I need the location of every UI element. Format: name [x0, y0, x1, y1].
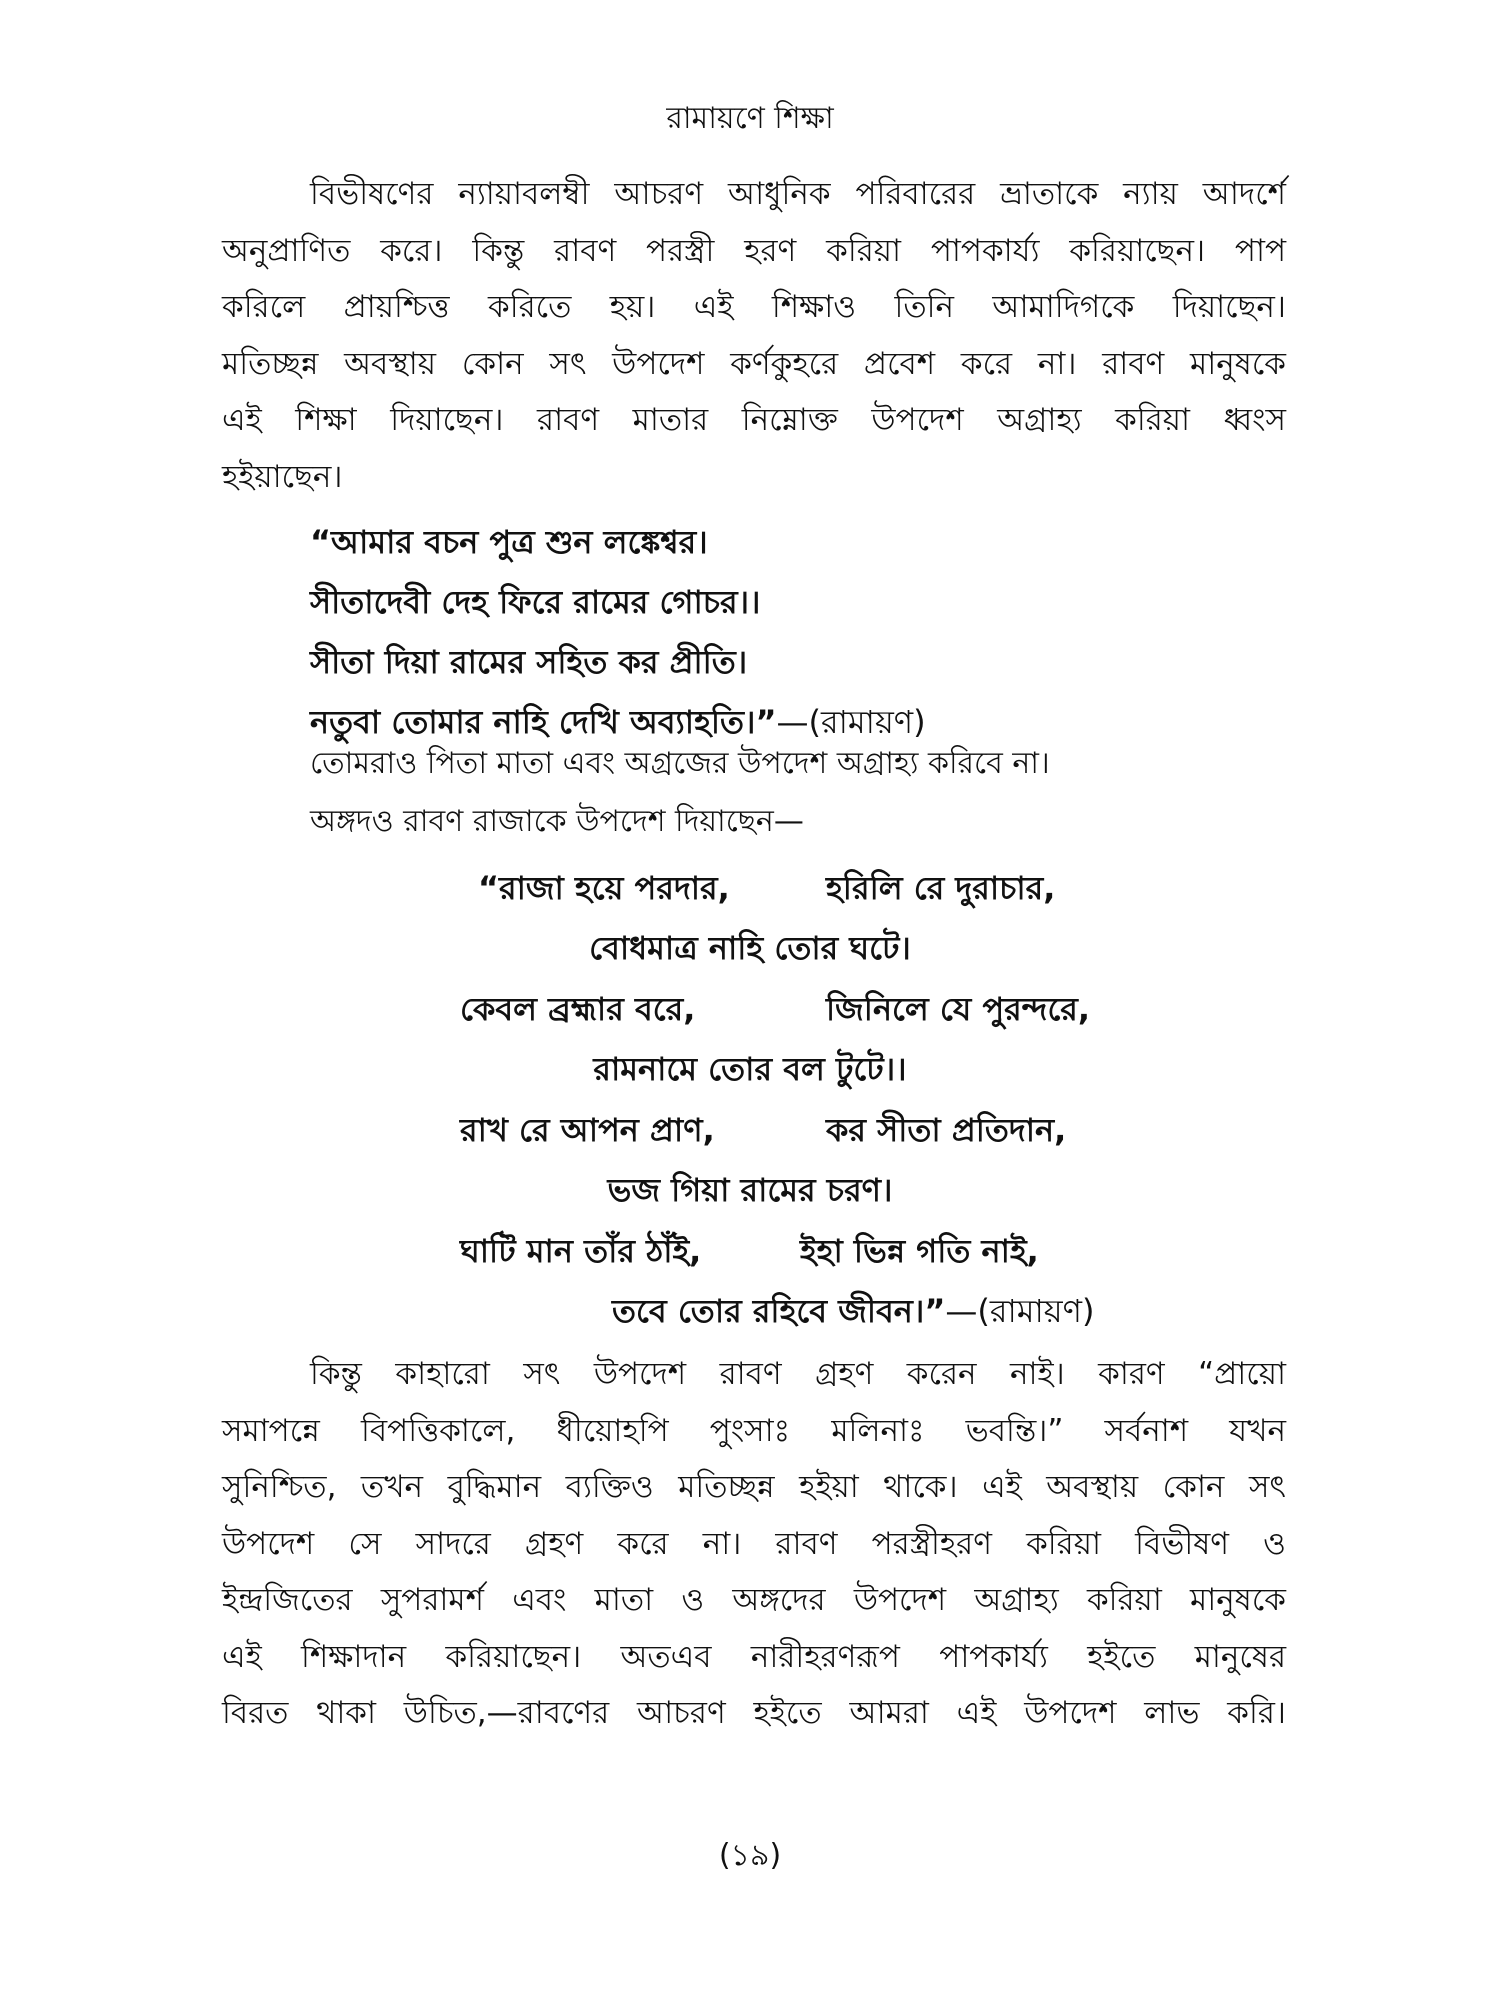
paragraph-2-line: সমাপন্নে বিপত্তিকালে, ধীয়োহপি পুংসাঃ মলিনাঃ ভবন্তি।” সর্বনাশ যখন	[222, 1412, 1286, 1449]
paragraph-1-line: মতিচ্ছন্ন অবস্থায় কোন সৎ উপদেশ কর্ণকুহরে প্রবেশ করে না। রাবণ মানুষকে	[222, 345, 1286, 382]
verse-half-line-right: কর সীতা প্রতিদান,	[826, 1111, 1067, 1149]
verse-stanza	[0, 979, 1500, 1100]
paragraph-2-line: কিন্তু কাহারো সৎ উপদেশ রাবণ গ্রহণ করেন নাই। কারণ “প্রায়ো	[310, 1356, 1286, 1392]
verse-citation: —(রামায়ণ)	[945, 1292, 1095, 1330]
paragraph-1-line: এই শিক্ষা দিয়াছেন। রাবণ মাতার নিম্নোক্ত উপদেশ অগ্রাহ্য করিয়া ধ্বংস	[222, 402, 1286, 438]
running-head: রামায়ণে শিক্ষা	[666, 101, 834, 136]
verse-block-2	[0, 858, 1500, 1342]
verse-stanza	[0, 1221, 1500, 1342]
paragraph-1-line: করিলে প্রায়শ্চিত্ত করিতে হয়। এই শিক্ষাও তিনি আমাদিগকে দিয়াছেন।	[222, 289, 1286, 325]
verse-line-text: নতুবা তোমার নাহি দেখি অব্যাহতি।”	[310, 703, 777, 741]
verse-line: সীতাদেবী দেহ ফিরে রামের গোচর।।	[310, 583, 761, 621]
verse-half-line-left: “রাজা হয়ে পরদার,	[478, 869, 730, 907]
prose-line: অঙ্গদও রাবণ রাজাকে উপদেশ দিয়াছেন—	[310, 804, 804, 839]
verse-refrain-text: তবে তোর রহিবে জীবন।”	[612, 1292, 946, 1330]
verse-half-line-left: কেবল ব্রহ্মার বরে,	[460, 990, 696, 1028]
verse-refrain-line	[612, 1281, 1095, 1342]
page-number: (১৯)	[718, 1838, 782, 1873]
paragraph-2	[222, 1346, 1286, 1742]
verse-refrain-line: রামনামে তোর বল টুটে।।	[593, 1050, 907, 1088]
verse-stanza	[0, 1100, 1500, 1221]
paragraph-1-line: হইয়াছেন।	[222, 458, 343, 495]
paragraph-2-line: এই শিক্ষাদান করিয়াছেন। অতএব নারীহরণরূপ পাপকার্য্য হইতে মানুষের	[222, 1638, 1286, 1675]
paragraph-2-line: সুনিশ্চিত, তখন বুদ্ধিমান ব্যক্তিও মতিচ্ছন্ন হইয়া থাকে। এই অবস্থায় কোন সৎ	[222, 1469, 1286, 1505]
paragraph-2-line: ইন্দ্রজিতের সুপরামর্শ এবং মাতা ও অঙ্গদের উপদেশ অগ্রাহ্য করিয়া মানুষকে	[222, 1582, 1286, 1618]
verse-line: “আমার বচন পুত্র শুন লঙ্কেশ্বর।	[310, 523, 708, 561]
verse-half-line-left: ঘাটি মান তাঁর ঠাঁই,	[460, 1232, 702, 1270]
verse-half-line-left: রাখ রে আপন প্রাণ,	[460, 1111, 715, 1149]
paragraph-1	[222, 166, 1286, 505]
verse-half-line-right: হরিলি রে দুরাচার,	[826, 869, 1056, 907]
verse-refrain-line: ভজ গিয়া রামের চরণ।	[607, 1171, 893, 1209]
prose-line: তোমরাও পিতা মাতা এবং অগ্রজের উপদেশ অগ্রাহ্য করিবে না।	[310, 746, 1050, 781]
paragraph-2-line: বিরত থাকা উচিত,—রাবণের আচরণ হইতে আমরা এই উপদেশ লাভ করি।	[222, 1695, 1286, 1731]
paragraph-2-line: উপদেশ সে সাদরে গ্রহণ করে না। রাবণ পরস্ত্রীহরণ করিয়া বিভীষণ ও	[222, 1525, 1286, 1562]
verse-stanza	[0, 858, 1500, 979]
paragraph-1-line: বিভীষণের ন্যায়াবলম্বী আচরণ আধুনিক পরিবারের ভ্রাতাকে ন্যায় আদর্শে	[310, 176, 1286, 212]
verse-block-1	[310, 512, 926, 752]
paragraph-1-line: অনুপ্রাণিত করে। কিন্তু রাবণ পরস্ত্রী হরণ করিয়া পাপকার্য্য করিয়াছেন। পাপ	[222, 232, 1286, 269]
verse-line: সীতা দিয়া রামের সহিত কর প্রীতি।	[310, 643, 748, 681]
verse-half-line-right: ইহা ভিন্ন গতি নাই,	[800, 1232, 1039, 1270]
verse-half-line-right: জিনিলে যে পুরন্দরে,	[826, 990, 1091, 1028]
verse-citation: —(রামায়ণ)	[776, 703, 926, 741]
verse-refrain-line: বোধমাত্র নাহি তোর ঘটে।	[589, 929, 911, 967]
